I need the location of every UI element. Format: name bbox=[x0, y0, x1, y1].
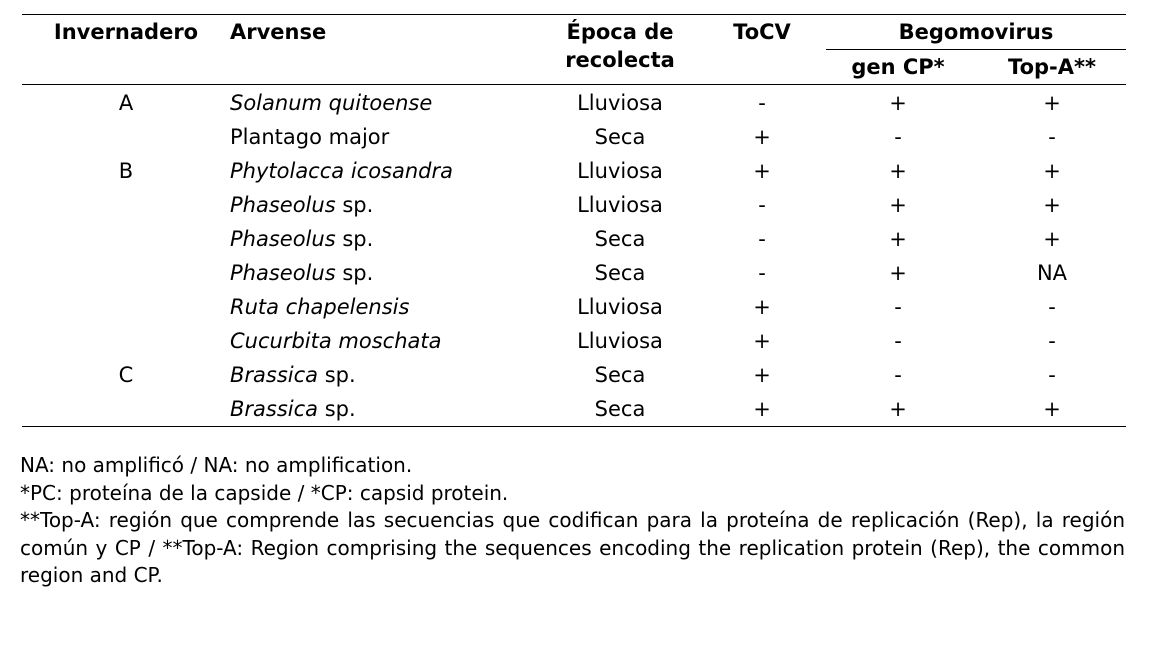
cell-epoca: Lluviosa bbox=[577, 329, 663, 353]
cell-epoca: Seca bbox=[594, 125, 646, 149]
table-row bbox=[22, 120, 1126, 154]
table-body bbox=[22, 85, 1126, 427]
header-tocv: ToCV bbox=[706, 15, 818, 85]
cell-invernadero: C bbox=[118, 363, 134, 387]
cell-invernadero bbox=[22, 222, 230, 256]
cell-tocv: + bbox=[753, 295, 771, 319]
cell-epoca: Lluviosa bbox=[577, 159, 663, 183]
cell-tocv: + bbox=[753, 329, 771, 353]
header-gen-cp: gen CP* bbox=[851, 55, 945, 79]
header-begomovirus: Begomovirus bbox=[826, 15, 1126, 50]
species-plain: sp. bbox=[335, 227, 374, 251]
cell-arvense bbox=[230, 256, 534, 290]
species-italic: Phytolacca icosandra bbox=[230, 159, 454, 183]
cell-top-a: - bbox=[1048, 363, 1056, 387]
cell-invernadero bbox=[22, 324, 230, 358]
cell-top-a: + bbox=[1043, 159, 1061, 183]
cell-arvense bbox=[230, 324, 534, 358]
cell-gen-cp: + bbox=[889, 227, 907, 251]
cell-top-a: + bbox=[978, 392, 1126, 427]
cell-gen-cp: - bbox=[894, 125, 902, 149]
species-italic: Solanum quitoense bbox=[230, 91, 433, 115]
cell-epoca: Seca bbox=[594, 227, 646, 251]
cell-top-a: + bbox=[1043, 91, 1061, 115]
species-italic: Ruta chapelensis bbox=[230, 295, 410, 319]
header-invernadero: Invernadero bbox=[22, 15, 230, 85]
table-row bbox=[22, 256, 1126, 290]
cell-tocv: - bbox=[758, 261, 766, 285]
cell-gen-cp: + bbox=[889, 193, 907, 217]
cell-arvense bbox=[230, 85, 534, 121]
cell-epoca: Seca bbox=[534, 392, 706, 427]
cell-arvense bbox=[230, 358, 534, 392]
table-row bbox=[22, 188, 1126, 222]
cell-epoca: Seca bbox=[594, 363, 646, 387]
cell-arvense bbox=[230, 392, 534, 427]
species-italic: Brassica bbox=[230, 363, 319, 387]
species-plain: Plantago major bbox=[230, 125, 390, 149]
table-row bbox=[22, 222, 1126, 256]
species-italic: Phaseolus bbox=[230, 261, 336, 285]
note-cp: *PC: proteína de la capside / *CP: capsid protein. bbox=[20, 480, 509, 505]
cell-top-a: + bbox=[1043, 193, 1061, 217]
cell-tocv: + bbox=[753, 159, 771, 183]
cell-tocv: - bbox=[758, 91, 766, 115]
cell-epoca: Seca bbox=[594, 261, 646, 285]
cell-gen-cp: + bbox=[889, 91, 907, 115]
note-top-a: **Top-A: región que comprende las secuencias que codifican para la proteína de replicación (Rep), la región común y CP / **Top-A: Region comprising the sequences encoding the replication protein (Rep), the common region and CP. bbox=[20, 508, 1125, 587]
cell-tocv: - bbox=[758, 193, 766, 217]
species-italic: Brassica bbox=[230, 397, 319, 421]
cell-invernadero bbox=[22, 290, 230, 324]
cell-tocv: + bbox=[753, 125, 771, 149]
cell-gen-cp: - bbox=[894, 295, 902, 319]
species-plain: sp. bbox=[318, 363, 356, 387]
cell-top-a: + bbox=[1043, 227, 1061, 251]
cell-epoca: Lluviosa bbox=[577, 91, 663, 115]
cell-gen-cp: + bbox=[889, 261, 907, 285]
results-table bbox=[22, 14, 1126, 427]
cell-epoca: Lluviosa bbox=[577, 295, 663, 319]
table-row bbox=[22, 290, 1126, 324]
header-top-a: Top-A** bbox=[1008, 55, 1096, 79]
cell-invernadero bbox=[22, 188, 230, 222]
header-epoca: Época de recolecta bbox=[534, 15, 706, 85]
species-plain: sp. bbox=[318, 397, 356, 421]
cell-gen-cp: + bbox=[889, 159, 907, 183]
table-row bbox=[22, 154, 1126, 188]
cell-arvense bbox=[230, 120, 534, 154]
cell-tocv: - bbox=[758, 227, 766, 251]
cell-invernadero bbox=[22, 120, 230, 154]
cell-invernadero: B bbox=[118, 159, 134, 183]
cell-top-a: NA bbox=[1036, 261, 1068, 285]
header-arvense: Arvense bbox=[230, 15, 534, 85]
note-na: NA: no amplificó / NA: no amplification. bbox=[20, 453, 413, 477]
table-row bbox=[22, 324, 1126, 358]
cell-invernadero bbox=[22, 392, 230, 427]
cell-arvense bbox=[230, 290, 534, 324]
table-row bbox=[22, 85, 1126, 121]
header-begomovirus-cell bbox=[818, 15, 1126, 51]
cell-tocv: + bbox=[706, 392, 818, 427]
cell-arvense bbox=[230, 222, 534, 256]
table-row bbox=[22, 358, 1126, 392]
cell-arvense bbox=[230, 154, 534, 188]
cell-gen-cp: - bbox=[894, 329, 902, 353]
cell-arvense bbox=[230, 188, 534, 222]
species-italic: Phaseolus bbox=[230, 193, 336, 217]
species-plain: sp. bbox=[335, 193, 374, 217]
species-italic: Phaseolus bbox=[230, 227, 336, 251]
cell-top-a: - bbox=[1048, 125, 1056, 149]
cell-gen-cp: + bbox=[818, 392, 978, 427]
species-plain: sp. bbox=[335, 261, 374, 285]
table-notes bbox=[20, 452, 1125, 590]
cell-gen-cp: - bbox=[894, 363, 902, 387]
cell-invernadero bbox=[22, 256, 230, 290]
species-italic: Cucurbita moschata bbox=[230, 329, 442, 353]
table-row bbox=[22, 392, 1126, 427]
cell-invernadero: A bbox=[118, 91, 134, 115]
cell-epoca: Lluviosa bbox=[577, 193, 663, 217]
cell-tocv: + bbox=[753, 363, 771, 387]
cell-top-a: - bbox=[1048, 295, 1056, 319]
cell-top-a: - bbox=[1048, 329, 1056, 353]
